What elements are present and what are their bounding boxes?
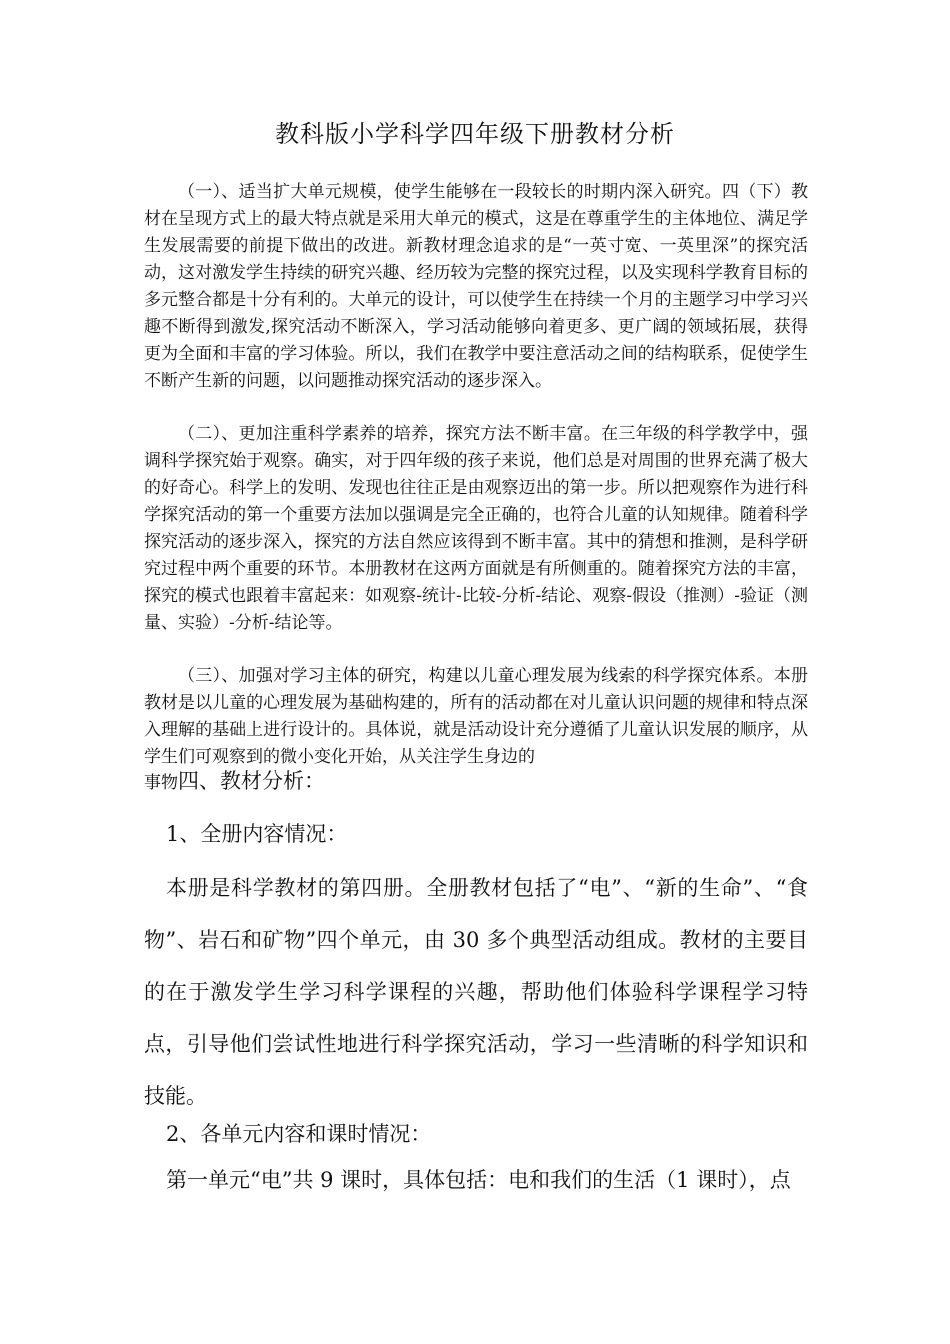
content-paragraph: 本册是科学教材的第四册。全册教材包括了“电”、“新的生命”、“食物”、岩石和矿物”四个单元，由 30 多个典型活动组成。教材的主要目的在于激发学生学习科学课程的兴趣，帮助他们体验科学课程学习特点，引导他们尝试性地进行科学探究活动，学习一些清晰的科学知识和技能。 [144, 876, 808, 1108]
paragraph-2: （二）、更加注重科学素养的培养，探究方法不断丰富。在三年级的科学教学中，强调科学探究始于观察。确实，对于四年级的孩子来说，他们总是对周围的世界充满了极大的好奇心。科学上的发明、发现也往往正是由观察迈出的第一步。所以把观察作为进行科学探究活动的第一个重要方法加以强调是完全正确的，也符合儿童的认知规律。随着科学探究活动的逐步深入，探究的方法自然应该得到不断丰富。其中的猜想和推测，是科学研究过程中两个重要的环节。本册教材在这两方面就是有所侧重的。随着探究方法的丰富，探究的模式也跟着丰富起来：如观察-统计-比较-分析-结论、观察-假设（推测）-验证（测量、实验）-分析-结论等。 [144, 424, 808, 633]
unit-one-line: 第一单元“电”共 9 课时，具体包括：电和我们的生活（1 课时），点 [166, 1168, 791, 1192]
subheading-2: 2、各单元内容和课时情况： [166, 1122, 432, 1146]
paragraph-3-tail: 事物 [144, 773, 178, 793]
document-title: 教科版小学科学四年级下册教材分析 [275, 120, 675, 148]
paragraph-3: （三）、加强对学习主体的研究，构建以儿童心理发展为线索的科学探究体系。本册教材是以儿童的心理发展为基础构建的，所有的活动都在对儿童认识问题的规律和特点深入理解的基础上进行设计的。具体说，就是活动设计充分遵循了儿童认识发展的顺序，从学生们可观察到的微小变化开始，从关注学生身边的 [144, 666, 808, 767]
paragraph-1: （一）、适当扩大单元规模，使学生能够在一段较长的时期内深入研究。四（下）教材在呈现方式上的最大特点就是采用大单元的模式，这是在尊重学生的主体地位、满足学生发展需要的前提下做出的改进。新教材理念追求的是“一英寸宽、一英里深”的探究活动，这对激发学生持续的研究兴趣、经历较为完整的探究过程，以及实现科学教育目标的多元整合都是十分有利的。大单元的设计，可以使学生在持续一个月的主题学习中学习兴趣不断得到激发,探究活动不断深入，学习活动能够向着更多、更广阔的领域拓展，获得更为全面和丰富的学习体验。所以，我们在教学中要注意活动之间的结构联系，促使学生不断产生新的问题，以问题推动探究活动的逐步深入。 [144, 182, 808, 391]
subheading-1: 1、全册内容情况： [166, 822, 348, 846]
section-four-heading: 四、教材分析： [178, 769, 325, 793]
section-four-line [144, 765, 808, 795]
